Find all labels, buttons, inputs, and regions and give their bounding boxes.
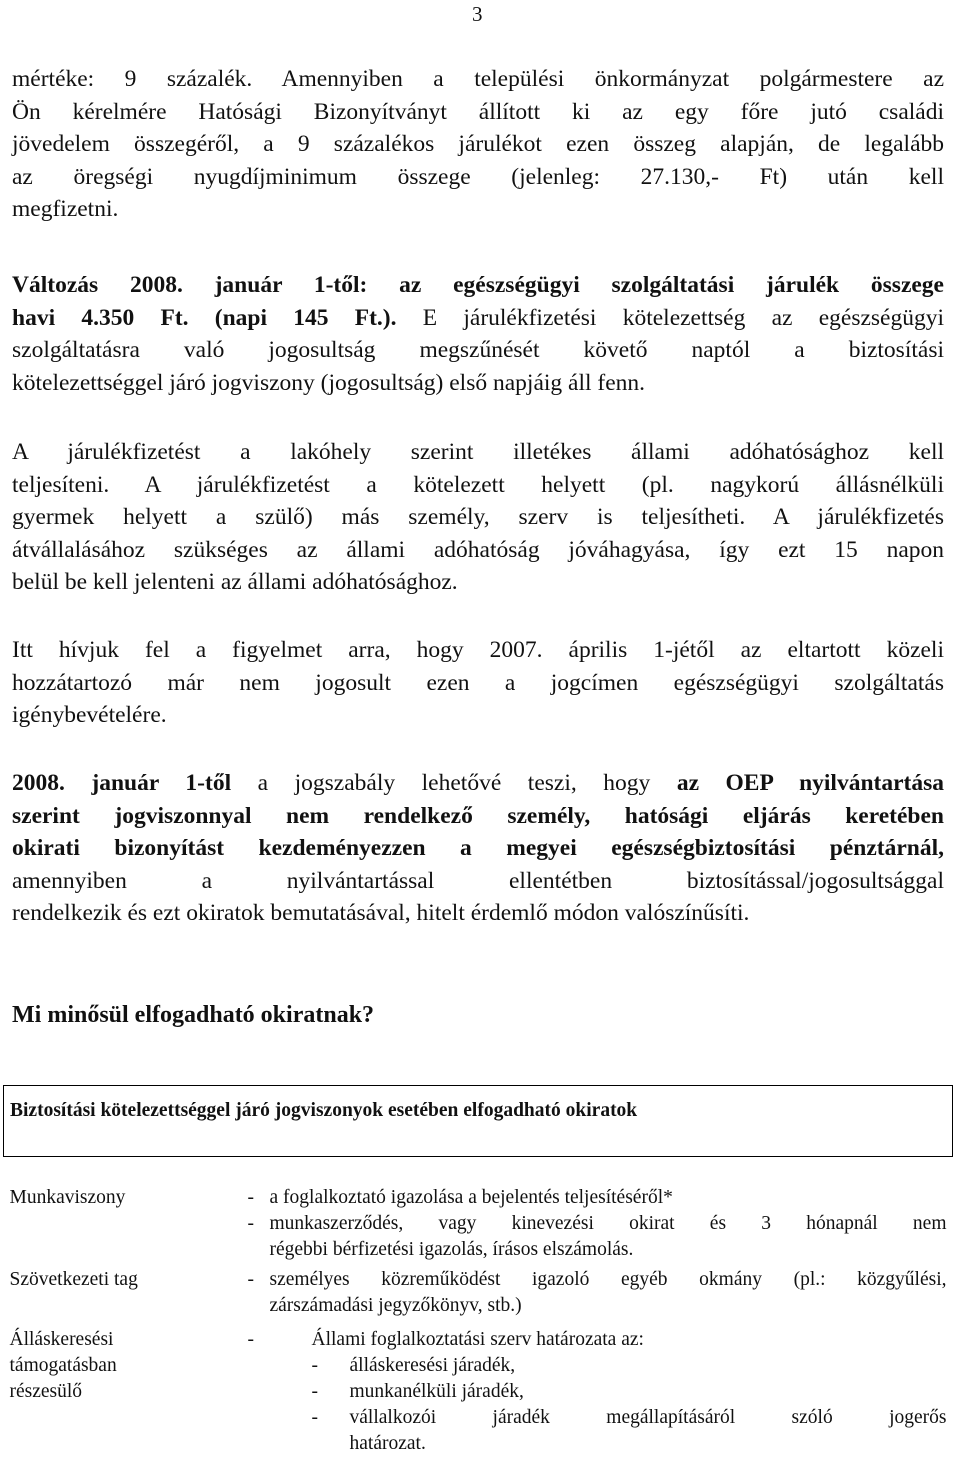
text-line: átvállalásához szükséges az állami adóhatóság jóváhagyása, így ezt 15 napon <box>12 536 944 563</box>
dash-bullet: - <box>311 1381 318 1402</box>
list-intro: Állami foglalkoztatási szerv határozata az: <box>311 1329 644 1350</box>
text-line: rendelkezik és ezt okiratok bemutatásával, hitelt érdemlő módon valószínűsíti. <box>12 900 750 927</box>
documents-table <box>3 1085 953 1457</box>
list-item-continued: zárszámadási jegyzőkönyv, stb.) <box>269 1295 522 1316</box>
text-line: az öregségi nyugdíjminimum összege (jelenleg: 27.130,- Ft) után kell <box>12 163 944 190</box>
text-line: amennyiben a nyilvántartással ellentétben biztosítással/jogosultsággal <box>12 867 944 894</box>
table-row <box>4 1267 953 1319</box>
table-header-row <box>4 1086 953 1157</box>
paragraph-4 <box>12 634 944 732</box>
question-heading: Mi minősül elfogadható okiratnak? <box>12 1002 375 1028</box>
list-item-continued: régebbi bérfizetési igazolás, írásos elszámolás. <box>269 1239 634 1260</box>
bold-text: az OEP nyilvántartása <box>676 770 945 796</box>
dash-bullet: - <box>247 1269 254 1290</box>
text-line: igénybevételére. <box>12 702 167 729</box>
row-label: Munkaviszony <box>9 1187 126 1208</box>
text-line: gyermek helyett a szülő) más személy, szerv is teljesítheti. A járulékfizetés <box>12 504 944 531</box>
dash-bullet: - <box>311 1355 318 1376</box>
sub-list-item: vállalkozói járadék megállapításáról szóló jogerős <box>349 1407 947 1428</box>
text-line: A járulékfizetést a lakóhely szerint illetékes állami adóhatósághoz kell <box>12 439 944 465</box>
text-line: hozzátartozó már nem jogosult ezen a jogcímen egészségügyi szolgáltatás <box>12 669 944 696</box>
section-heading <box>12 1002 944 1029</box>
sub-list-item-continued: határozat. <box>349 1433 426 1454</box>
paragraph-2 <box>12 269 944 399</box>
list-item: személyes közreműködést igazoló egyéb okmány (pl.: közgyűlési, <box>269 1269 947 1290</box>
table-row <box>4 1327 953 1457</box>
text-line: Itt hívjuk fel a figyelmet arra, hogy 2007. április 1-jétől az eltartott közeli <box>12 637 944 663</box>
text-line: kötelezettséggel járó jogviszony (jogosultság) első napjáig áll fenn. <box>12 369 646 396</box>
sub-list-item: munkanélküli járadék, <box>349 1381 524 1402</box>
row-content <box>248 1327 953 1457</box>
text-line: megfizetni. <box>12 196 119 223</box>
bold-line: szerint jogviszonnyal nem rendelkező személy, hatósági eljárás keretében <box>12 802 944 829</box>
row-content <box>248 1185 953 1263</box>
text: E járulékfizetési kötelezettség az egészségügyi <box>396 304 945 331</box>
text-line: belül be kell jelenteni az állami adóhatósághoz. <box>12 569 458 596</box>
text-line: teljesíteni. A járulékfizetést a kötelezett helyett (pl. nagykorú állásnélküli <box>12 471 944 498</box>
row-label: Szövetkezeti tag <box>9 1269 138 1290</box>
bold-text: 2008. január 1-től <box>12 770 232 796</box>
table-header: Biztosítási kötelezettséggel járó jogviszonyok esetében elfogadható okiratok <box>4 1086 953 1157</box>
row-label-line: részesülő <box>9 1381 83 1402</box>
text-line: jövedelem összegéről, a 9 százalékos járulékot ezen összeg alapján, de legalább <box>12 131 944 158</box>
paragraph-1 <box>12 63 944 226</box>
row-label <box>4 1327 248 1457</box>
page-number: 3 <box>472 2 483 26</box>
list-item: a foglalkoztató igazolása a bejelentés teljesítéséről* <box>269 1187 673 1208</box>
text-line: szolgáltatásra való jogosultság megszűnését követő naptól a biztosítási <box>12 337 944 364</box>
bold-line: Változás 2008. január 1-től: az egészségügyi szolgáltatási járulék összege <box>12 272 944 298</box>
sub-list-item: álláskeresési járadék, <box>349 1355 516 1376</box>
dash-bullet: - <box>311 1407 318 1428</box>
dash-bullet: - <box>247 1213 254 1234</box>
list-item: munkaszerződés, vagy kinevezési okirat és 3 hónapnál nem <box>269 1213 947 1234</box>
dash-bullet: - <box>247 1329 254 1350</box>
paragraph-5 <box>12 767 944 930</box>
row-label-line: támogatásban <box>9 1355 117 1376</box>
bold-line: okirati bizonyítást kezdeményezzen a megyei egészségbiztosítási pénztárnál, <box>12 835 944 862</box>
dash-bullet: - <box>247 1187 254 1208</box>
paragraph-3 <box>12 436 944 599</box>
bold-text: havi 4.350 Ft. (napi 145 Ft.). <box>12 304 397 331</box>
text: a jogszabály lehetővé teszi, hogy <box>231 770 677 796</box>
text-line: Ön kérelmére Hatósági Bizonyítványt állított ki az egy főre jutó családi <box>12 98 944 125</box>
table-row <box>4 1185 953 1263</box>
row-label-line: Álláskeresési <box>9 1329 114 1350</box>
text-line: mértéke: 9 százalék. Amennyiben a települési önkormányzat polgármestere az <box>12 66 944 92</box>
row-content <box>248 1267 953 1319</box>
